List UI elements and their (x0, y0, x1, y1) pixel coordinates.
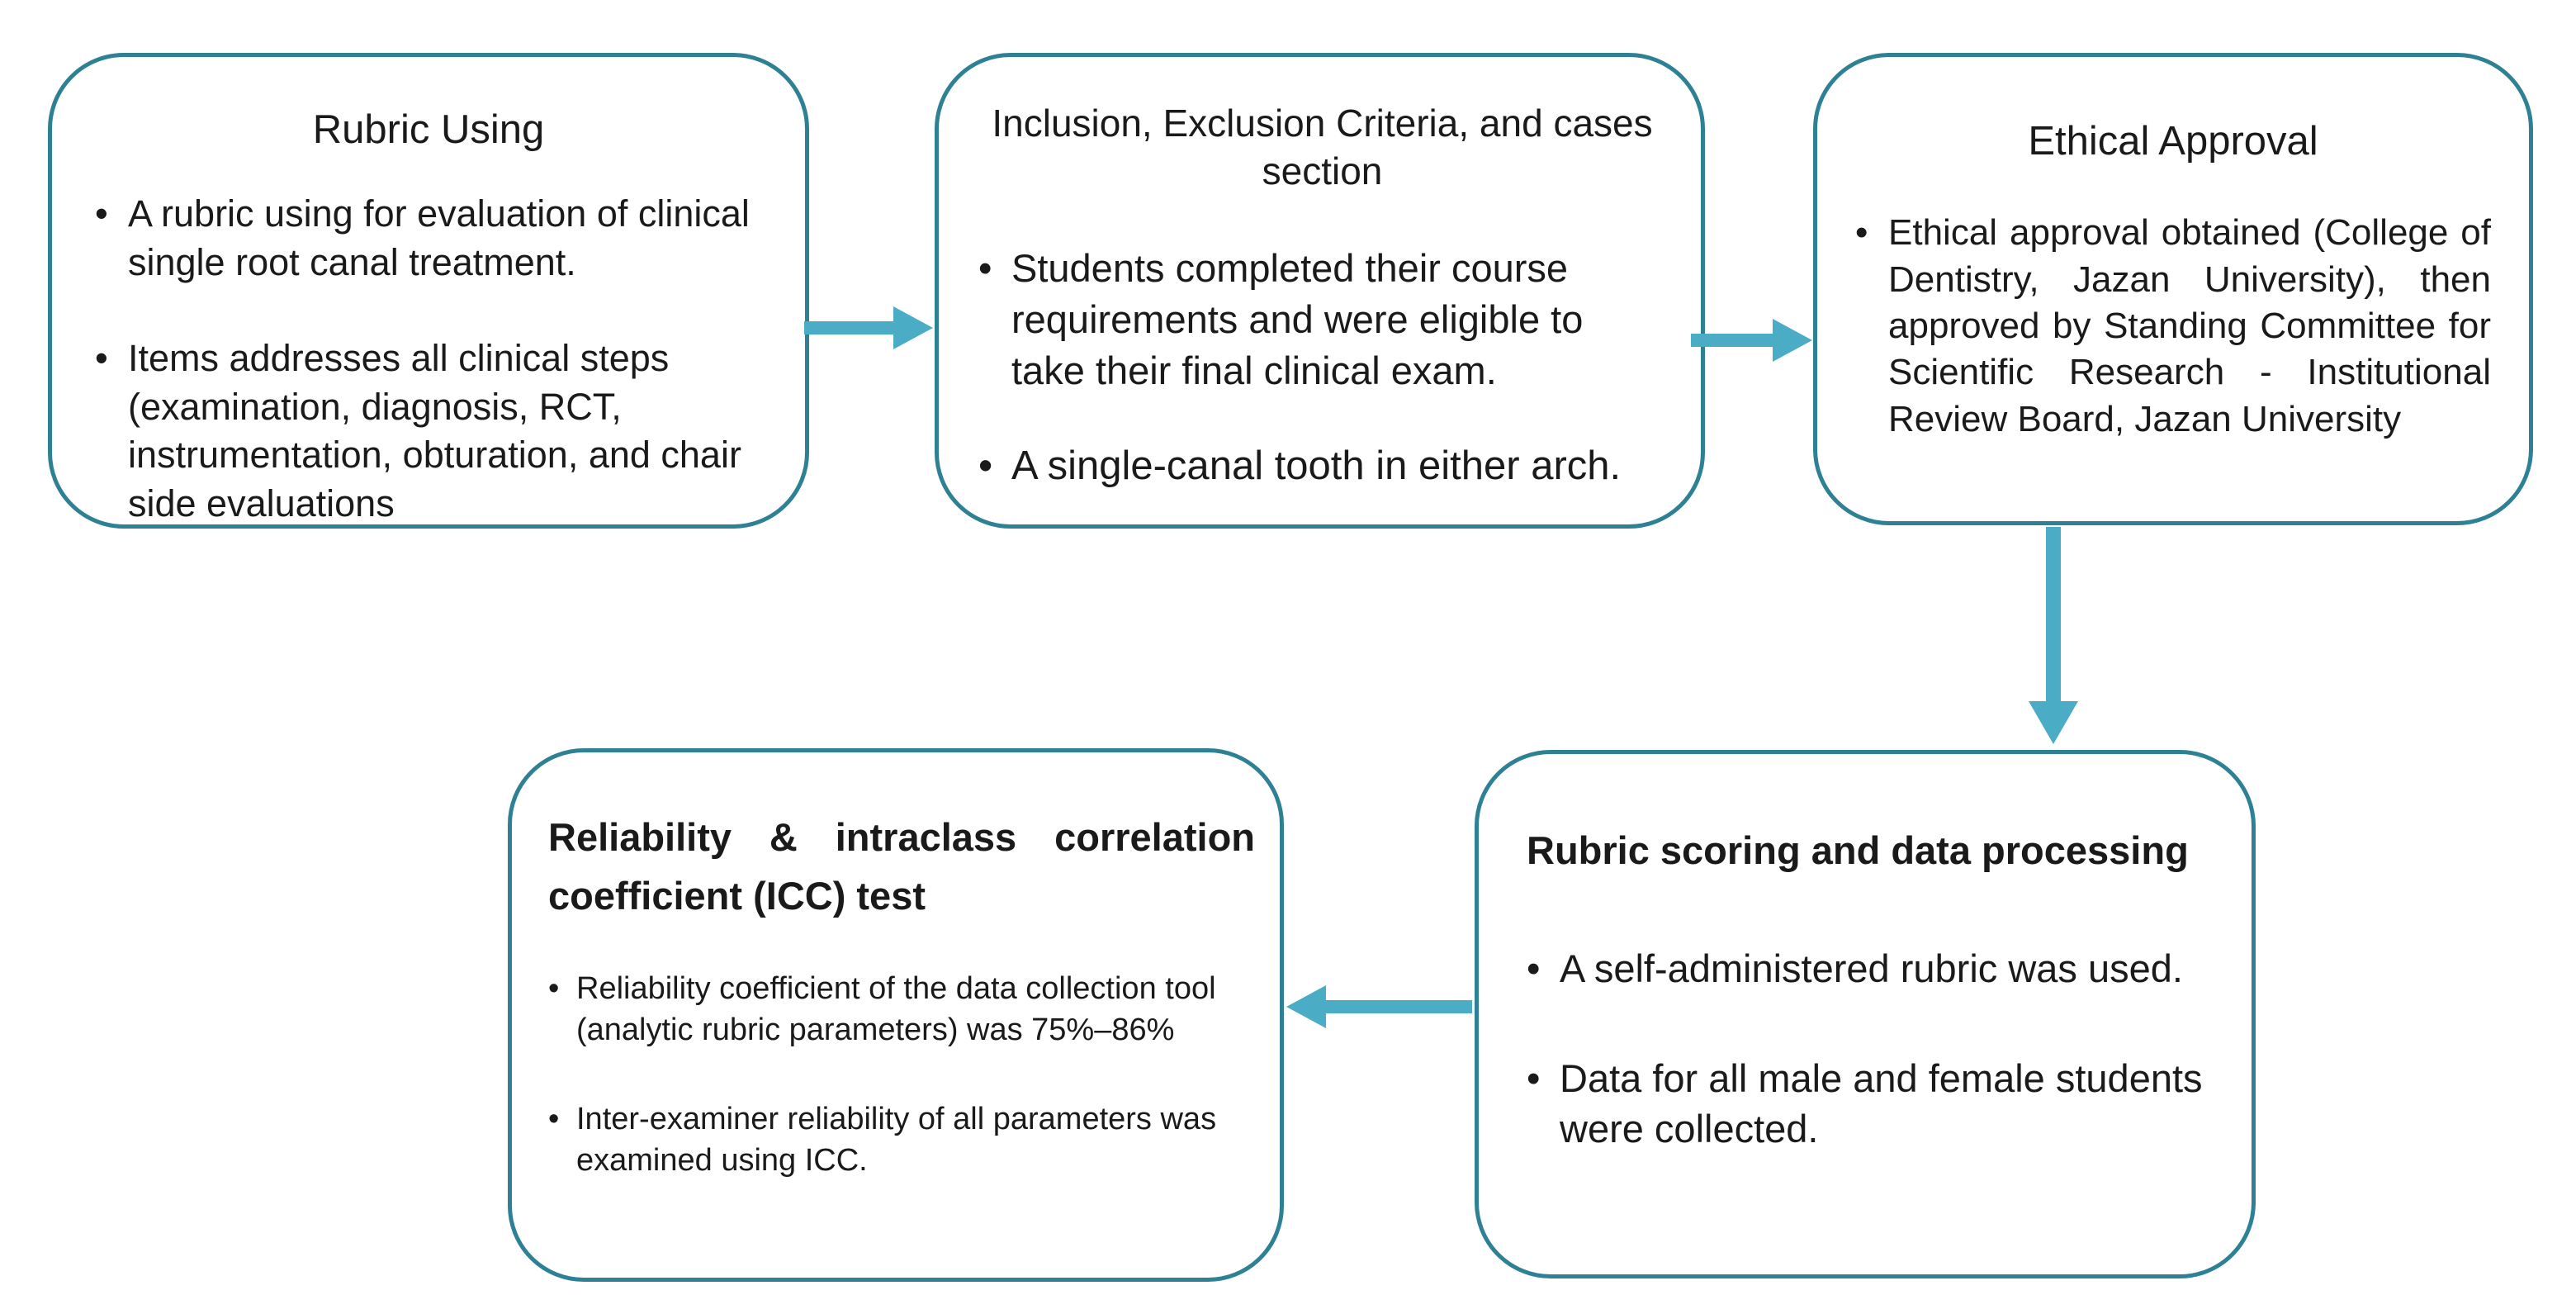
bullet-text: A rubric using for evaluation of clinical single root canal treatment. (128, 192, 750, 283)
box-rubric-scoring-data-processing (1475, 750, 2256, 1278)
bullet-text: Items addresses all clinical steps (examination, diagnosis, RCT, instrumentation, obturation, and chair side evaluations (128, 337, 741, 524)
bullet-dot: • (978, 246, 992, 290)
bullet-dot: • (1527, 1055, 1541, 1100)
bullet-item (1855, 210, 2491, 443)
arrow-scoring-to-reliability-icon (1286, 983, 1472, 1031)
box-title: Reliability & intraclass correlation coefficient (ICC) test (548, 815, 1255, 918)
box-title: Rubric scoring and data processing (1527, 828, 2189, 872)
bullet-item (978, 439, 1666, 493)
box-ethical-approval (1813, 53, 2533, 525)
bullet-dot: • (548, 1102, 560, 1137)
bullet-text: A single-canal tooth in either arch. (1011, 444, 1622, 489)
bullet-dot: • (1855, 212, 1868, 254)
bullet-dot: • (978, 444, 993, 489)
bullet-dot: • (95, 337, 108, 380)
bullet-item (978, 243, 1666, 396)
bullet-dot: • (95, 192, 108, 235)
bullet-item (548, 1098, 1255, 1181)
bullet-item (548, 968, 1255, 1051)
bullet-dot: • (548, 971, 560, 1006)
arrow-rubric-to-inclusion-icon (804, 304, 934, 352)
box-reliability-icc-test (508, 748, 1284, 1282)
bullet-text: Ethical approval obtained (College of Dentistry, Jazan University), then approved by Standing Committee for Scientific Research - Institutional Review Board, Jazan University (1888, 212, 2491, 439)
box-title: Rubric Using (312, 107, 545, 152)
arrow-inclusion-to-ethical-icon (1691, 316, 1813, 364)
box-title: Inclusion, Exclusion Criteria, and cases section (992, 102, 1653, 192)
bullet-item (95, 190, 762, 287)
bullet-item (1527, 1053, 2209, 1154)
arrow-ethical-to-scoring-icon (2027, 527, 2080, 745)
bullet-item (1527, 943, 2209, 994)
box-title: Ethical Approval (2028, 119, 2318, 164)
bullet-text: A self-administered rubric was used. (1560, 946, 2183, 990)
bullet-dot: • (1527, 946, 1541, 990)
box-rubric-using (48, 53, 809, 529)
bullet-text: Data for all male and female students were collected. (1560, 1055, 2203, 1150)
bullet-text: Students completed their course requirements and were eligible to take their final clinical exam. (1011, 246, 1584, 393)
bullet-item (95, 334, 762, 528)
box-inclusion-exclusion-criteria (935, 53, 1705, 529)
bullet-text: Reliability coefficient of the data collection tool (analytic rubric parameters) was 75%–86% (576, 971, 1216, 1048)
bullet-text: Inter-examiner reliability of all parameters was examined using ICC. (576, 1102, 1217, 1179)
